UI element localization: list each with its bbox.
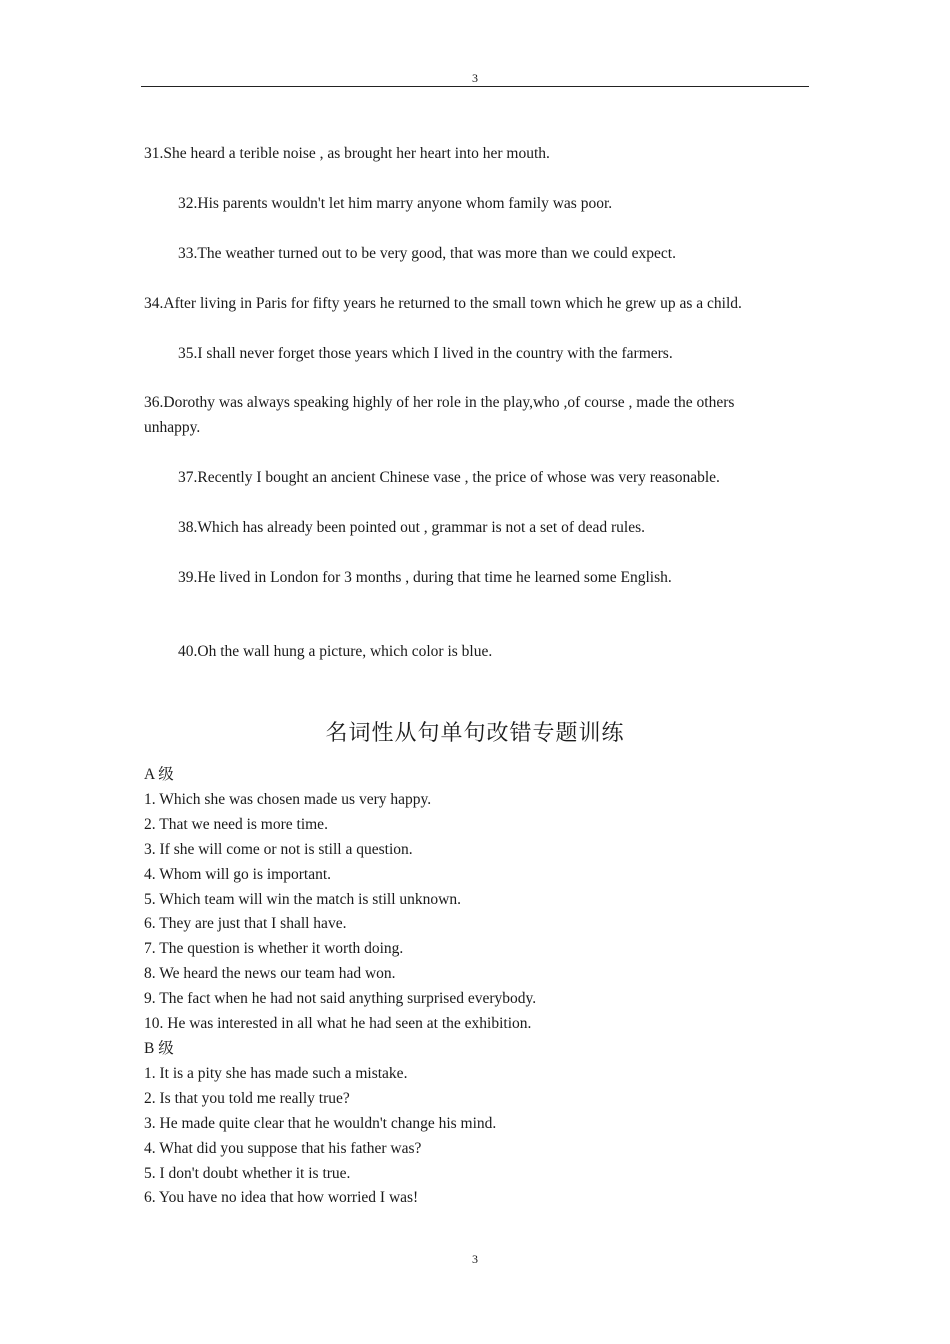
sentence-37: 37.Recently I bought an ancient Chinese vase , the price of whose was very reasonable. — [178, 469, 720, 486]
sentence-39: 39.He lived in London for 3 months , during that time he learned some English. — [178, 569, 672, 586]
sentence-32: 32.His parents wouldn't let him marry anyone whom family was poor. — [178, 195, 613, 212]
list-item: 4. What did you suppose that his father was? — [144, 1139, 422, 1157]
list-item: 8. We heard the news our team had won. — [144, 965, 396, 983]
exercise-list — [144, 763, 536, 1211]
section-title: 名词性从句单句改错专题训练 — [325, 721, 625, 746]
sentence-31: 31.She heard a terible noise , as brought her heart into her mouth. — [144, 145, 550, 162]
list-item: 3. If she will come or not is still a question. — [144, 840, 413, 858]
list-item: 5. I don't doubt whether it is true. — [144, 1164, 351, 1182]
sentence-35: 35.I shall never forget those years which I lived in the country with the farmers. — [178, 345, 673, 362]
list-item: 2. That we need is more time. — [144, 815, 328, 833]
list-item: 2. Is that you told me really true? — [144, 1089, 350, 1107]
sentence-40: 40.Oh the wall hung a picture, which color is blue. — [178, 643, 493, 660]
sentence-34: 34.After living in Paris for fifty years he returned to the small town which he grew up as a child. — [144, 295, 742, 312]
list-item: 4. Whom will go is important. — [144, 865, 331, 883]
sentence-38: 38.Which has already been pointed out , grammar is not a set of dead rules. — [178, 519, 646, 536]
header-rule — [141, 86, 809, 87]
list-item: 6. They are just that I shall have. — [144, 915, 347, 933]
level-b-label: B 级 — [144, 1039, 174, 1057]
list-item: 9. The fact when he had not said anything surprised everybody. — [144, 990, 537, 1008]
list-item: 6. You have no idea that how worried I was! — [144, 1189, 419, 1207]
list-item: 10. He was interested in all what he had seen at the exhibition. — [144, 1015, 532, 1033]
list-item: 5. Which team will win the match is still unknown. — [144, 890, 461, 908]
sentence-36: 36.Dorothy was always speaking highly of her role in the play,who ,of course , made the others unhappy. — [144, 394, 735, 436]
list-item: 7. The question is whether it worth doing. — [144, 940, 404, 958]
footer-page-number: 3 — [472, 1252, 478, 1266]
list-item: 1. Which she was chosen made us very happy. — [144, 790, 432, 808]
sentence-33: 33.The weather turned out to be very good, that was more than we could expect. — [178, 245, 676, 262]
level-a-label: A 级 — [144, 766, 174, 783]
header-page-number: 3 — [472, 71, 478, 85]
list-item: 1. It is a pity she has made such a mistake. — [144, 1064, 408, 1082]
list-item: 3. He made quite clear that he wouldn't change his mind. — [144, 1114, 497, 1132]
